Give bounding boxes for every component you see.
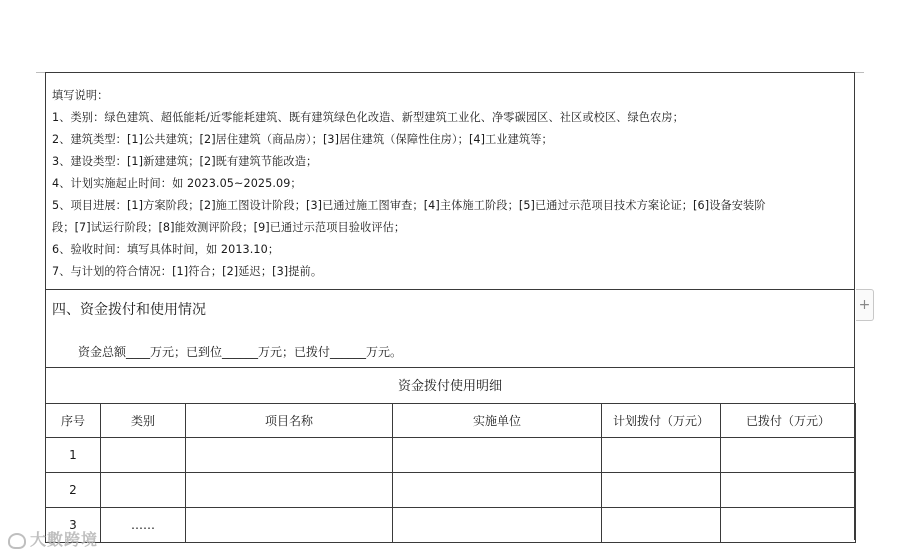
fund-summary-line: 资金总额____万元；已到位______万元；已拨付______万元。 — [78, 345, 403, 359]
table-cell[interactable] — [393, 438, 602, 473]
instruction-line: 3、建设类型：[1]新建建筑；[2]既有建筑节能改造； — [52, 155, 318, 168]
instruction-line: 1、类别：绿色建筑、超低能耗/近零能耗建筑、既有建筑绿色化改造、新型建筑工业化、净零碳园区、社区或校区、绿色农房； — [52, 111, 684, 124]
add-row-button[interactable]: + — [856, 289, 874, 321]
detail-table-title: 资金拨付使用明细 — [397, 379, 502, 394]
instruction-line: 段；[7]试运行阶段；[8]能效测评阶段；[9]已通过示范项目验收评估； — [52, 221, 406, 234]
section-divider — [46, 289, 854, 290]
instruction-line: 5、项目进展：[1]方案阶段；[2]施工图设计阶段；[3]已通过施工图审查；[4]主体施工阶段；[5]已通过示范项目技术方案论证；[6]设备安装阶 — [52, 199, 766, 212]
fill-instructions — [52, 85, 852, 283]
table-cell[interactable] — [101, 438, 186, 473]
page-corner-mark-top-left-h — [36, 72, 45, 73]
table-cell[interactable] — [393, 508, 602, 543]
table-cell[interactable] — [721, 438, 856, 473]
watermark — [8, 527, 98, 550]
table-cell[interactable] — [721, 473, 856, 508]
column-header-index: 序号 — [46, 404, 101, 438]
section-divider — [46, 367, 854, 368]
column-header-project-name: 项目名称 — [186, 404, 393, 438]
table-row — [46, 473, 856, 508]
table-row — [46, 438, 856, 473]
table-cell[interactable]: …… — [101, 508, 186, 543]
table-cell[interactable]: 2 — [46, 473, 101, 508]
column-header-implementing-unit: 实施单位 — [393, 404, 602, 438]
table-cell[interactable] — [602, 438, 721, 473]
table-header-row — [46, 404, 856, 438]
table-cell[interactable] — [186, 438, 393, 473]
table-row — [46, 508, 856, 543]
table-cell[interactable] — [721, 508, 856, 543]
instruction-line: 7、与计划的符合情况：[1]符合；[2]延迟；[3]提前。 — [52, 265, 323, 278]
page-corner-mark-top-right-h — [855, 72, 864, 73]
instruction-line: 2、建筑类型：[1]公共建筑；[2]居住建筑（商品房）；[3]居住建筑（保障性住房）；[4]工业建筑等； — [52, 133, 553, 146]
table-cell[interactable]: 3 — [46, 508, 101, 543]
column-header-category: 类别 — [101, 404, 186, 438]
fund-detail-table — [45, 403, 856, 543]
table-cell[interactable] — [186, 508, 393, 543]
table-cell[interactable] — [602, 508, 721, 543]
watermark-logo-icon — [8, 533, 26, 549]
table-cell[interactable] — [101, 473, 186, 508]
instruction-line: 6、验收时间：填写具体时间，如 2013.10； — [52, 243, 280, 256]
watermark-text: 大數跨境 — [30, 530, 99, 549]
instruction-line: 4、计划实施起止时间：如 2023.05~2025.09； — [52, 177, 302, 190]
section-title: 四、资金拨付和使用情况 — [52, 302, 206, 318]
column-header-planned-allocation: 计划拨付（万元） — [602, 404, 721, 438]
table-cell[interactable] — [393, 473, 602, 508]
column-header-allocated: 已拨付（万元） — [721, 404, 856, 438]
table-cell[interactable]: 1 — [46, 438, 101, 473]
table-cell[interactable] — [602, 473, 721, 508]
table-cell[interactable] — [186, 473, 393, 508]
document-page — [45, 72, 855, 540]
instructions-heading: 填写说明： — [52, 89, 109, 102]
